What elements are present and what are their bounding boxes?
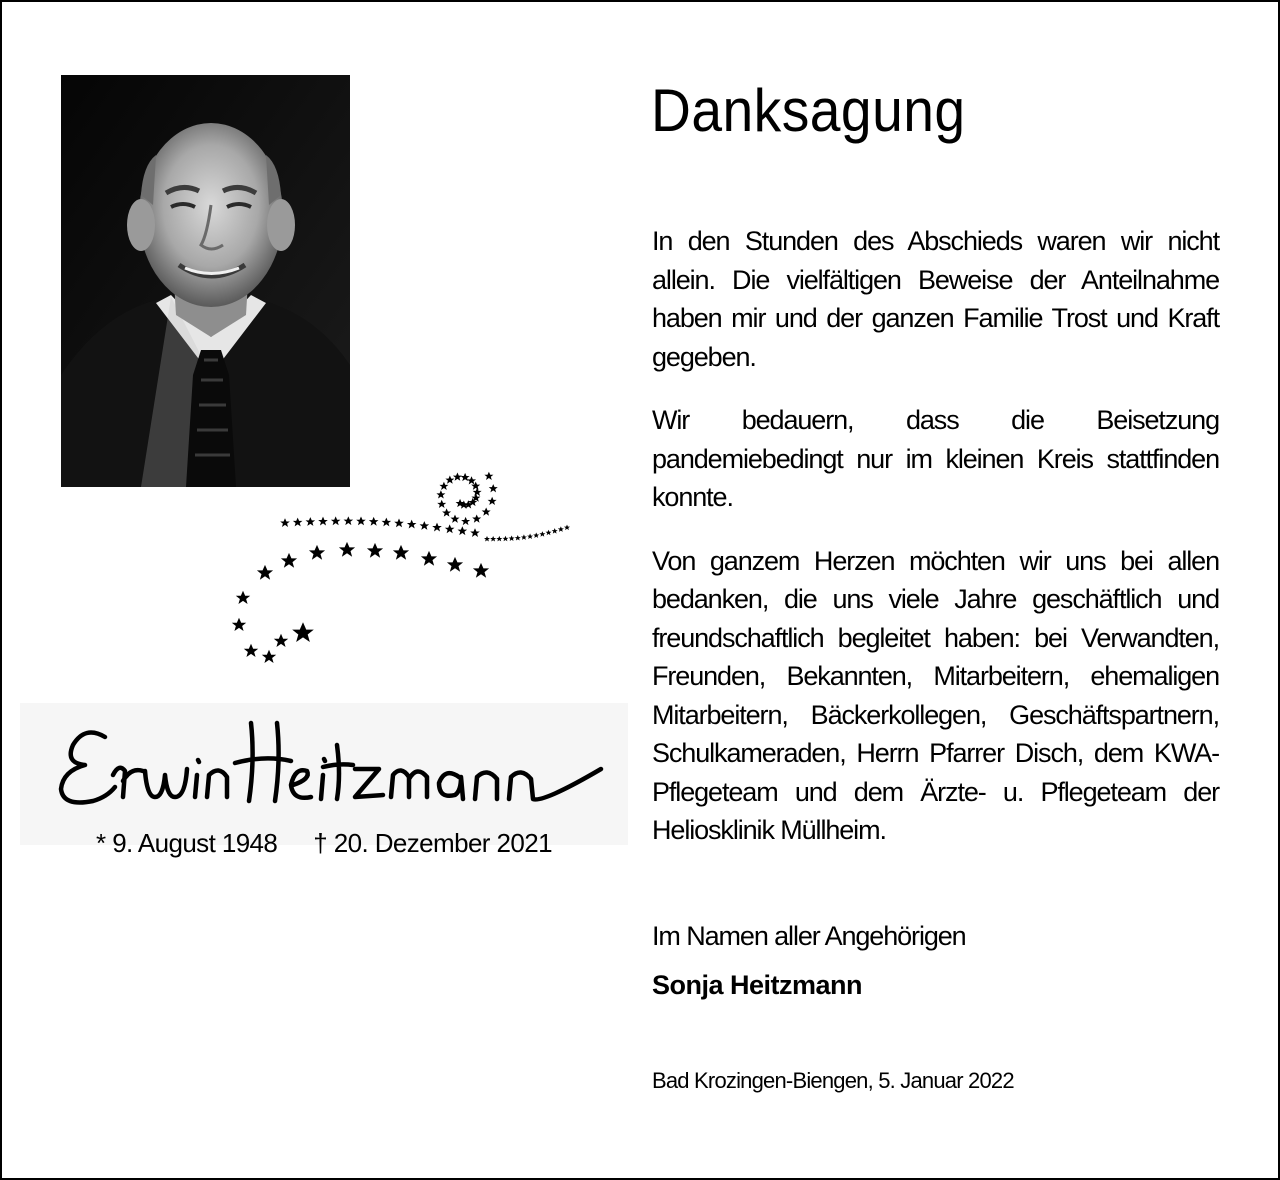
star-icon bbox=[257, 565, 273, 580]
star-icon bbox=[280, 518, 290, 527]
star-icon bbox=[470, 528, 480, 537]
notice-body bbox=[652, 222, 1219, 875]
paragraph-3: Von ganzem Herzen möchten wir uns bei allen bedanken, die uns viele Jahre geschäftlich und freundschaftlich begleitet haben: bei Verwandten, Freunden, Bekannten, Mitarbeitern, ehemaligen Mitarbeitern, Bäckerkollegen, Geschäftspartnern, Schulkameraden, Herrn Pfarrer Disch, dem KWA-Pflegeteam und dem Ärzte- u. Pflegeteam der Heliosklinik Müllheim. bbox=[652, 545, 1219, 845]
star-icon bbox=[533, 532, 539, 538]
paragraph-2: Wir bedauern, dass die Beisetzung pandemiebedingt nur im kleinen Kreis stattfinden konnte. bbox=[652, 405, 1219, 512]
star-icon bbox=[344, 516, 354, 525]
star-swirl-ornament bbox=[225, 455, 575, 680]
star-icon bbox=[527, 534, 533, 540]
star-icon bbox=[445, 476, 454, 484]
star-icon bbox=[232, 618, 246, 631]
handwritten-signature bbox=[55, 705, 610, 817]
star-icon bbox=[482, 507, 491, 515]
star-icon bbox=[445, 524, 455, 533]
star-icon bbox=[339, 542, 355, 557]
place-and-date: Bad Krozingen-Biengen, 5. Januar 2022 bbox=[652, 1068, 1014, 1093]
star-icon bbox=[367, 543, 383, 558]
star-icon bbox=[490, 536, 496, 542]
star-icon bbox=[442, 508, 451, 516]
star-icon bbox=[293, 518, 303, 527]
star-icon bbox=[484, 536, 490, 542]
death-date: † 20. Dezember 2021 bbox=[313, 828, 552, 858]
star-icon bbox=[450, 515, 459, 523]
star-icon bbox=[382, 518, 392, 527]
star-icon bbox=[447, 557, 463, 572]
star-icon bbox=[393, 545, 409, 560]
star-icon bbox=[502, 536, 508, 542]
star-icon bbox=[262, 650, 276, 663]
portrait-photo bbox=[61, 75, 350, 487]
star-icon bbox=[564, 525, 570, 531]
star-icon bbox=[473, 563, 489, 578]
star-icon bbox=[236, 591, 250, 604]
star-icon bbox=[421, 551, 437, 566]
star-icon bbox=[432, 523, 442, 532]
star-icon bbox=[244, 644, 258, 657]
star-icon bbox=[472, 514, 481, 522]
star-icon bbox=[558, 526, 564, 532]
star-icon bbox=[453, 473, 462, 481]
star-icon bbox=[281, 553, 297, 568]
star-icon bbox=[394, 518, 404, 527]
star-icon bbox=[369, 517, 379, 526]
star-icon bbox=[439, 482, 448, 490]
star-icon bbox=[331, 516, 341, 525]
star-icon bbox=[292, 622, 314, 642]
star-icon bbox=[539, 531, 545, 537]
star-icon bbox=[546, 530, 552, 536]
paragraph-1: In den Stunden des Abschieds waren wir nicht allein. Die vielfältigen Beweise der Anteilnahme haben mir und der ganzen Familie Trost und Kraft gegeben. bbox=[652, 226, 1219, 372]
star-icon bbox=[509, 535, 515, 541]
star-icon bbox=[437, 500, 446, 508]
star-icon bbox=[521, 534, 527, 540]
star-icon bbox=[467, 476, 476, 484]
star-icon bbox=[458, 526, 468, 535]
star-icon bbox=[306, 517, 316, 526]
star-icon bbox=[496, 536, 502, 542]
closing-line: Im Namen aller Angehörigen bbox=[652, 921, 966, 951]
signer-name: Sonja Heitzmann bbox=[652, 970, 863, 1000]
life-dates bbox=[20, 828, 628, 859]
star-icon bbox=[318, 517, 328, 526]
notice-title: Danksagung bbox=[651, 77, 966, 144]
star-icon bbox=[309, 545, 325, 560]
star-icon bbox=[484, 472, 493, 480]
star-icon bbox=[515, 535, 521, 541]
star-icon bbox=[436, 490, 445, 498]
star-icon bbox=[420, 521, 430, 530]
star-icon bbox=[356, 516, 366, 525]
star-icon bbox=[274, 634, 288, 647]
star-icon bbox=[489, 484, 498, 492]
star-icon bbox=[461, 517, 470, 525]
star-icon bbox=[407, 520, 417, 529]
star-icon bbox=[488, 497, 497, 505]
star-icon bbox=[552, 528, 558, 534]
birth-date: * 9. August 1948 bbox=[96, 828, 278, 858]
